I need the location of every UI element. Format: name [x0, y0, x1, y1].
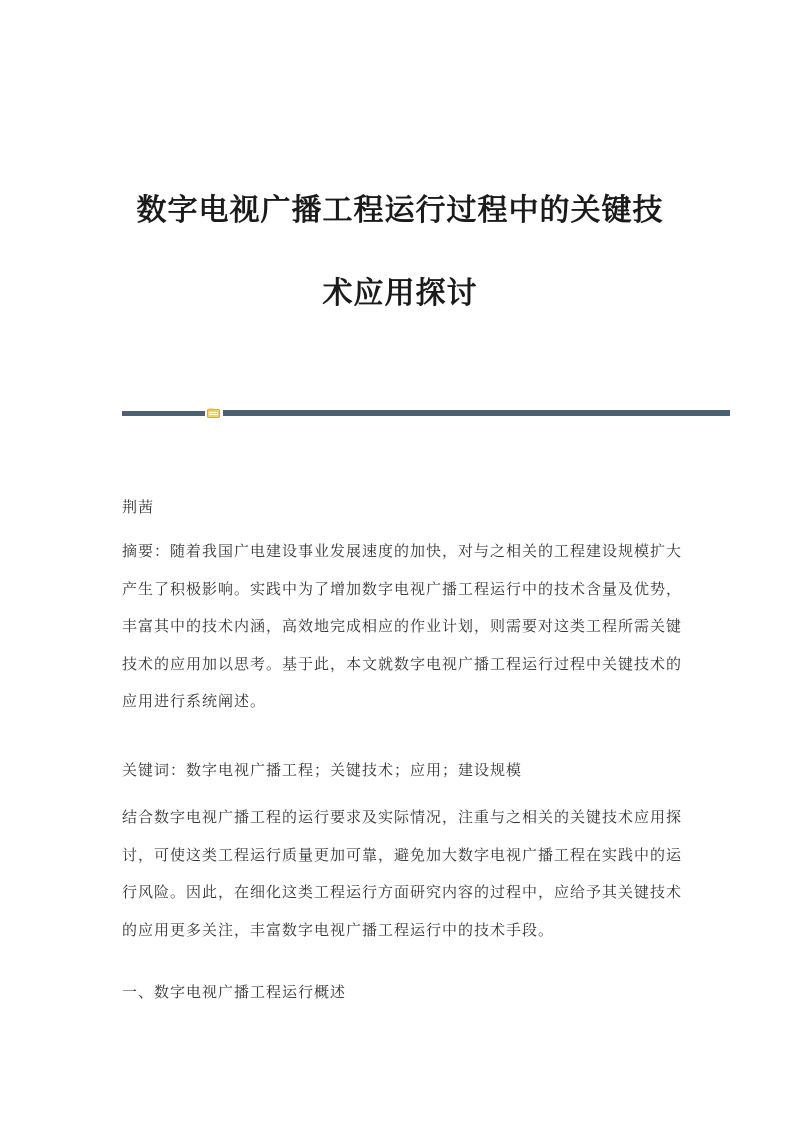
- folder-icon: [207, 408, 220, 418]
- abstract-paragraph: 摘要：随着我国广电建设事业发展速度的加快，对与之相关的工程建设规模扩大产生了积极影响。实践中为了增加数字电视广播工程运行中的技术含量及优势，丰富其中的技术内涵，高效地完成相应的作业计划，则需要对这类工程所需关键技术的应用加以思考。基于此，本文就数字电视广播工程运行过程中关键技术的应用进行系统阐述。: [122, 542, 683, 710]
- author-name: 荆茜: [122, 498, 155, 516]
- divider-bar-left: [122, 411, 205, 416]
- intro-paragraph: 结合数字电视广播工程的运行要求及实际情况，注重与之相关的关键技术应用探讨，可使这类工程运行质量更加可靠，避免加大数字电视广播工程在实践中的运行风险。因此，在细化这类工程运行方面研究内容的过程中，应给予其关键技术的应用更多关注，丰富数字电视广播工程运行中的技术手段。: [122, 808, 683, 939]
- title-divider: [122, 409, 730, 417]
- document-title-line-2: 术应用探讨: [322, 276, 478, 311]
- keywords-line: 关键词：数字电视广播工程；关键技术；应用；建设规模: [122, 761, 523, 779]
- divider-bar-right: [223, 410, 730, 416]
- document-title-line-1: 数字电视广播工程运行过程中的关键技: [136, 193, 664, 228]
- section-heading: 一、数字电视广播工程运行概述: [122, 983, 347, 1001]
